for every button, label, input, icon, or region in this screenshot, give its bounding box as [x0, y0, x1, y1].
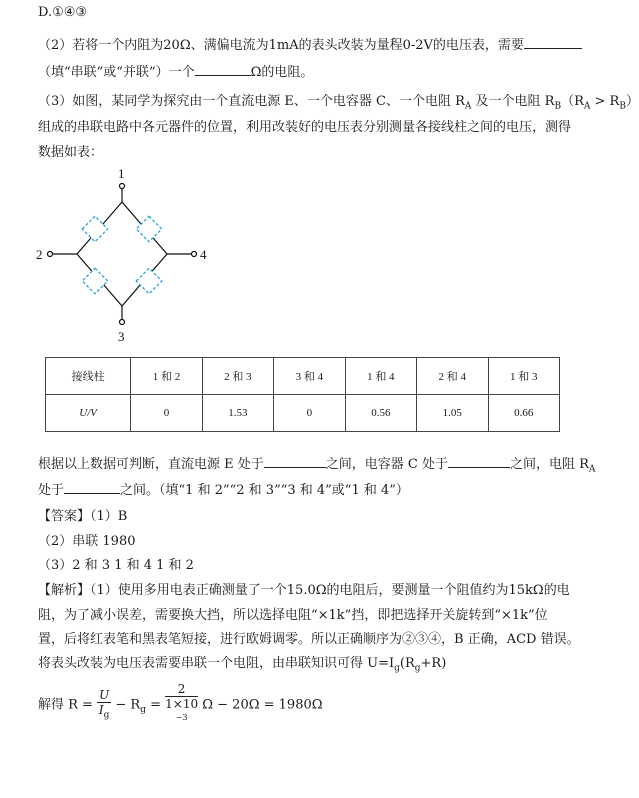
q3-text-d: > R	[590, 94, 620, 109]
table-header-cell: 2 和 4	[417, 358, 488, 395]
formula-minus: − R	[115, 697, 141, 713]
answer-blank-resistance[interactable]	[195, 63, 251, 76]
table-header-cell: 3 和 4	[274, 358, 345, 395]
terminal-2	[48, 252, 53, 257]
fraction-numerator-u: U	[99, 687, 110, 702]
q3-sub-d: B	[619, 101, 626, 112]
q3-text-e: ）	[625, 94, 639, 109]
terminal-label-4: 4	[200, 247, 207, 262]
fraction-denominator-exponent: −3	[175, 713, 188, 722]
option-d: D.①④③	[38, 5, 88, 20]
judge-text-d: 处于	[38, 483, 65, 498]
q2-text-b: （填“串联”或“并联”）一个	[38, 65, 195, 80]
judge-text-e: 之间。（填“1 和 2”“2 和 3”“3 和 4”或“1 和 4”）	[120, 483, 409, 498]
answer-blank-capacitor[interactable]	[448, 455, 510, 468]
terminal-label-3: 3	[118, 329, 125, 344]
table-row-label: U/V	[46, 395, 131, 432]
analysis-text-b: (R	[399, 656, 415, 671]
analysis-line-3: 置，后将红表笔和黑表笔短接，进行欧姆调零。所以正确顺序为②③④，B 正确，ACD 错误。	[38, 632, 580, 647]
table-header-cell: 1 和 4	[345, 358, 416, 395]
judge-sub: A	[588, 464, 596, 475]
terminal-1	[120, 184, 125, 189]
q3-sub-b: B	[554, 101, 562, 112]
answer-line-3: （3）2 和 3 1 和 4 1 和 2	[38, 558, 194, 573]
formula-result: Ω − 20Ω = 1980Ω	[202, 697, 323, 713]
answer-blank-connection[interactable]	[524, 36, 582, 49]
judge-line-1	[38, 455, 595, 479]
table-row	[46, 395, 560, 432]
analysis-line-4	[38, 655, 446, 678]
question-3-line-2: 组成的串联电路中各元器件的位置，利用改装好的电压表分别测量各接线柱之间的电压，测得	[38, 120, 572, 135]
terminal-4	[192, 252, 197, 257]
fraction-numerator-2: 2	[165, 682, 198, 697]
question-3-line-3: 数据如表：	[38, 145, 104, 160]
fraction-denominator-value: 1×10	[165, 697, 199, 711]
table-cell: 0	[274, 395, 345, 432]
table-cell: 1.05	[417, 395, 488, 432]
q3-text-c: （R	[561, 94, 584, 109]
answer-line-1: 【答案】（1）B	[38, 509, 128, 524]
question-2-line-1	[38, 36, 582, 55]
analysis-sub-b: g	[414, 663, 421, 674]
judge-text-b: 之间，电容器 C 处于	[325, 457, 448, 472]
terminal-3	[120, 320, 125, 325]
table-cell: 0.56	[345, 395, 416, 432]
fraction-denominator-sub: g	[103, 710, 110, 721]
analysis-text-c: +R)	[420, 656, 447, 671]
formula-prefix: 解得 R =	[38, 697, 93, 713]
q3-sub-c: A	[583, 101, 591, 112]
table-header-cell: 2 和 3	[202, 358, 273, 395]
circuit-diagram	[30, 166, 220, 346]
judge-text-c: 之间，电阻 R	[509, 457, 589, 472]
q2-text-c: Ω的电阻。	[250, 65, 314, 80]
table-cell: 1.53	[202, 395, 273, 432]
question-2-line-2	[38, 63, 313, 82]
formula-minus-sub: g	[140, 705, 146, 716]
answer-blank-source[interactable]	[264, 455, 326, 468]
table-header-cell: 1 和 2	[131, 358, 202, 395]
voltage-table	[45, 357, 560, 432]
fraction-denominator-i: I	[98, 702, 104, 717]
element-box-upper-left	[82, 216, 107, 241]
q2-text-a: （2）若将一个内阻为20Ω、满偏电流为1mA的表头改装为量程0-2V的电压表，需要	[38, 38, 524, 53]
table-header-cell: 1 和 3	[488, 358, 560, 395]
judge-line-2	[38, 481, 409, 500]
analysis-text-a: 将表头改装为电压表需要串联一个电阻，由串联知识可得 U=I	[38, 656, 395, 671]
element-box-upper-right	[136, 216, 161, 241]
answer-blank-resistor[interactable]	[64, 481, 120, 494]
table-cell: 0	[131, 395, 202, 432]
q3-sub-a: A	[464, 101, 472, 112]
fraction-numeric	[165, 682, 198, 728]
formula-equals: =	[145, 697, 161, 713]
analysis-sub-a: g	[394, 663, 400, 674]
table-header-cell: 接线柱	[46, 358, 131, 395]
q3-text-a: （3）如图，某同学为探究由一个直流电源 E、一个电容器 C、一个电阻 R	[38, 94, 465, 109]
element-box-lower-left	[82, 268, 107, 293]
fraction-u-over-i	[97, 688, 111, 722]
table-cell: 0.66	[488, 395, 560, 432]
question-3-line-1	[38, 93, 639, 116]
judge-text-a: 根据以上数据可判断，直流电源 E 处于	[38, 457, 264, 472]
terminal-label-1: 1	[118, 166, 125, 181]
analysis-line-2: 阻，为了减小误差，需要换大挡，所以选择电阻“×1k”挡，即把选择开关旋转到“×1k”位	[38, 608, 548, 623]
terminal-label-2: 2	[36, 247, 43, 262]
analysis-line-1: 【解析】（1）使用多用电表正确测量了一个15.0Ω的电阻后，要测量一个阻值约为15kΩ的电	[38, 583, 570, 598]
formula-line	[38, 682, 323, 728]
element-box-lower-right	[136, 268, 161, 293]
answer-line-2: （2）串联 1980	[38, 534, 136, 549]
q3-text-b: 及一个电阻 R	[471, 94, 555, 109]
table-header-row	[46, 358, 560, 395]
